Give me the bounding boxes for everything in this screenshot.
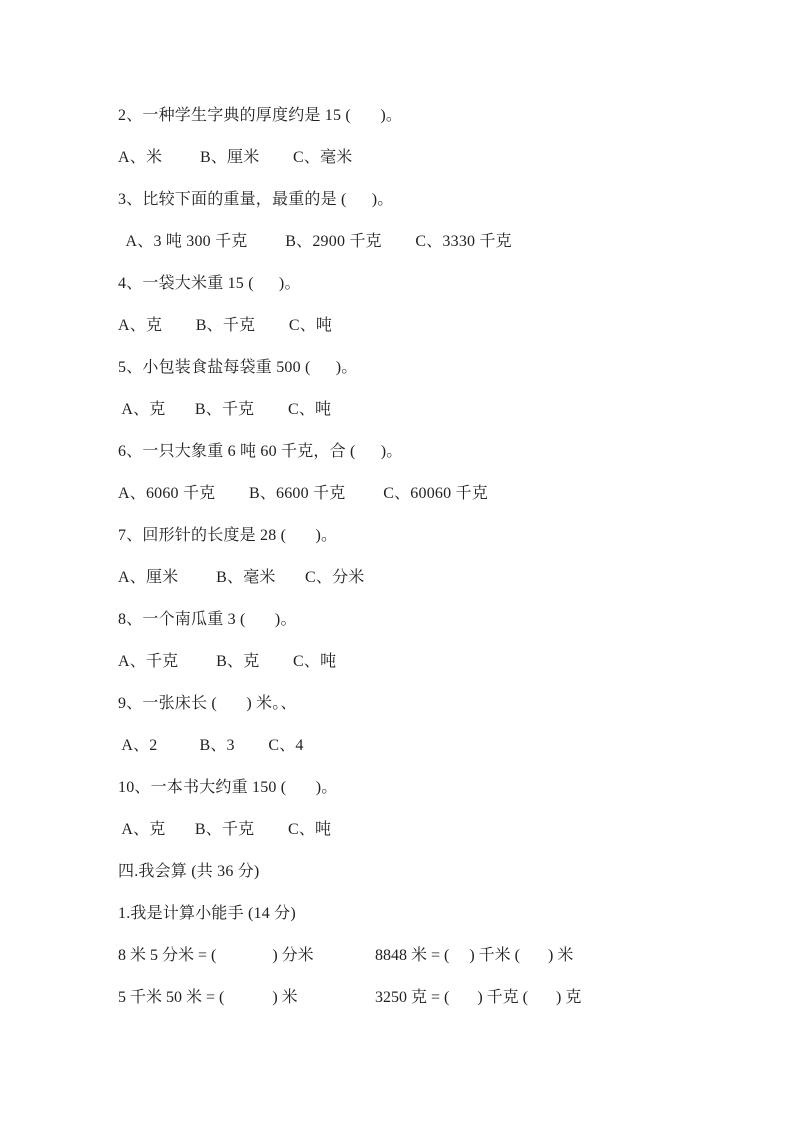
question-7-options: A、厘米 B、毫米 C、分米: [118, 569, 365, 586]
question-9-stem: 9、一张床长 ( ) 米。、: [118, 695, 297, 712]
calc-section-subheading: 1.我是计算小能手 (14 分): [118, 905, 296, 922]
conversion-row-2: [118, 977, 735, 1019]
question-3-stem: 3、比较下面的重量，最重的是 ( )。: [118, 191, 394, 208]
conversion-2-right: 3250 克 = ( ) 千克 ( ) 克: [375, 989, 582, 1006]
question-8-options: A、千克 B、克 C、吨: [118, 653, 337, 670]
conversion-1-right: 8848 米 = ( ) 千米 ( ) 米: [375, 947, 574, 964]
question-5-options: A、克 B、千克 C、吨: [118, 401, 332, 418]
conversion-2-left: 5 千米 50 米 = ( ) 米: [118, 989, 298, 1006]
question-9-options: A、2 B、3 C、4: [118, 737, 304, 754]
conversion-row-1: [118, 935, 735, 977]
question-10-stem: 10、一本书大约重 150 ( )。: [118, 779, 338, 796]
conversion-1-left: 8 米 5 分米 = ( ) 分米: [118, 947, 314, 964]
question-7-stem: 7、回形针的长度是 28 ( )。: [118, 527, 338, 544]
question-3-options: A、3 吨 300 千克 B、2900 千克 C、3330 千克: [118, 233, 512, 250]
question-6-options: A、6060 千克 B、6600 千克 C、60060 千克: [118, 485, 488, 502]
question-6-stem: 6、一只大象重 6 吨 60 千克，合 ( )。: [118, 443, 403, 460]
question-4-options: A、克 B、千克 C、吨: [118, 317, 333, 334]
question-5-stem: 5、小包装食盐每袋重 500 ( )。: [118, 359, 358, 376]
question-2-options: A、米 B、厘米 C、毫米: [118, 149, 353, 166]
question-10-options: A、克 B、千克 C、吨: [118, 821, 332, 838]
multiple-choice-section: [118, 95, 735, 851]
question-4-stem: 4、一袋大米重 15 ( )。: [118, 275, 301, 292]
calculation-section: [118, 851, 735, 1019]
question-8-stem: 8、一个南瓜重 3 ( )。: [118, 611, 297, 628]
question-2-stem: 2、一种学生字典的厚度约是 15 ( )。: [118, 107, 403, 124]
calc-section-heading: 四.我会算 (共 36 分): [118, 863, 260, 880]
